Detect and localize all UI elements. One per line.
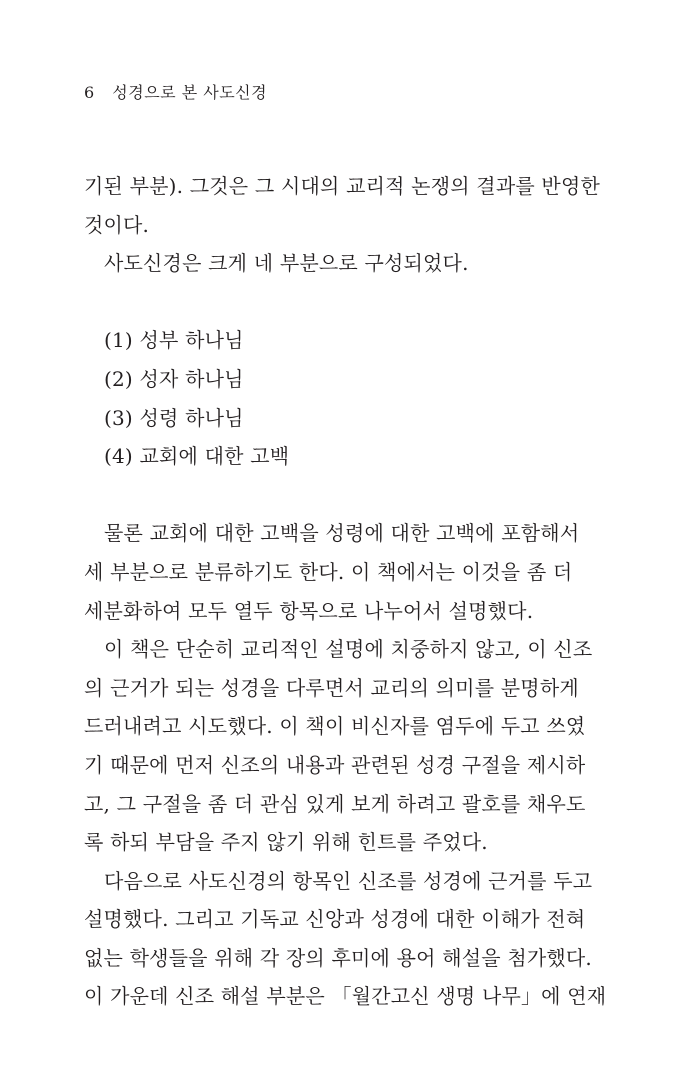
page-number: 6 [84, 83, 95, 102]
text-line: 다음으로 사도신경의 항목인 신조를 성경에 근거를 두고 [104, 868, 593, 893]
paragraph-explanation-note [84, 862, 607, 1016]
running-header [84, 80, 267, 103]
paragraph-structure-intro [84, 244, 584, 283]
text-line: 록 하되 부담을 주지 않기 위해 힌트를 주었다. [84, 830, 488, 855]
text-line: 세분화하여 모두 열두 항목으로 나누어서 설명했다. [84, 598, 534, 623]
text-line: 고, 그 구절을 좀 더 관심 있게 보게 하려고 괄호를 채우도 [84, 791, 586, 816]
text-line: 이 가운데 신조 해설 부분은 「월간고신 생명 나무」에 연재 [84, 984, 607, 1009]
text-line: 것이다. [84, 212, 150, 237]
creed-parts-list [84, 321, 584, 475]
text-line: 사도신경은 크게 네 부분으로 구성되었다. [104, 251, 469, 276]
text-line: 없는 학생들을 위해 각 장의 후미에 용어 해설을 첨가했다. [84, 945, 592, 970]
body-text [84, 167, 607, 1016]
text-line: 물론 교회에 대한 고백을 성령에 대한 고백에 포함해서 [104, 521, 580, 546]
paragraph-book-approach [84, 630, 593, 862]
paragraph-continuation [84, 167, 600, 244]
text-line: 드러내려고 시도했다. 이 책이 비신자를 염두에 두고 쓰였 [84, 714, 586, 739]
text-line: 기된 부분). 그것은 그 시대의 교리적 논쟁의 결과를 반영한 [84, 174, 600, 198]
book-title: 성경으로 본 사도신경 [112, 83, 268, 102]
text-line: 기 때문에 먼저 신조의 내용과 관련된 성경 구절을 제시하 [84, 752, 586, 777]
list-item: (3) 성령 하나님 [104, 405, 244, 430]
text-line: 의 근거가 되는 성경을 다루면서 교리의 의미를 분명하게 [84, 675, 579, 700]
text-line: 세 부분으로 분류하기도 한다. 이 책에서는 이것을 좀 더 [84, 559, 573, 584]
list-item: (1) 성부 하나님 [104, 328, 244, 353]
list-item: (2) 성자 하나님 [104, 366, 244, 391]
list-item: (4) 교회에 대한 고백 [104, 444, 290, 469]
text-line: 설명했다. 그리고 기독교 신앙과 성경에 대한 이해가 전혀 [84, 907, 586, 932]
paragraph-division-note [84, 514, 584, 630]
text-line: 이 책은 단순히 교리적인 설명에 치중하지 않고, 이 신조 [104, 637, 593, 662]
